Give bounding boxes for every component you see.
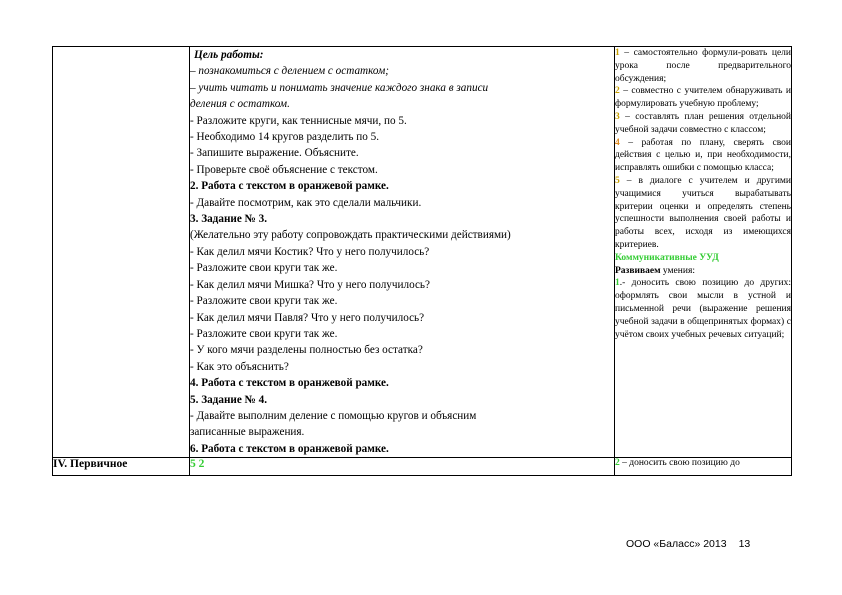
comm-item: 1.- доносить свою позицию до других: оформлять свои мысли в устной и письменной речи (выражение решения учебной задачи в общепринятых формах) с учётом своих учебных речевых ситуаций; bbox=[615, 278, 791, 340]
instruction-line: (Желательно эту работу сопровождать практическими действиями) bbox=[190, 229, 511, 242]
table-row bbox=[53, 458, 792, 476]
instruction-line: - Как делил мячи Павля? Что у него получилось? bbox=[190, 311, 425, 324]
instruction-line: - Разложите свои круги так же. bbox=[190, 327, 338, 340]
goal-title: Цель работы: bbox=[194, 49, 264, 61]
instruction-line: - Давайте выполним деление с помощью кругов и объясним bbox=[190, 409, 477, 422]
instruction-line: - Разложите свои круги так же. bbox=[190, 295, 338, 308]
instruction-line: - У кого мячи разделены полностью без остатка? bbox=[190, 344, 423, 357]
instruction-line: - Давайте посмотрим, как это сделали мальчики. bbox=[190, 196, 422, 209]
stage-label: IV. Первичное bbox=[53, 458, 190, 476]
instruction-line: записанные выражения. bbox=[190, 426, 305, 439]
skills-cell bbox=[615, 47, 792, 458]
goal-line: деления с остатком. bbox=[190, 98, 290, 111]
stage-cell-empty bbox=[53, 47, 190, 458]
section-heading: 5. Задание № 4. bbox=[190, 393, 268, 406]
goal-line: – познакомиться с делением с остатком; bbox=[190, 65, 389, 78]
section-heading: 3. Задание № 3. bbox=[190, 213, 268, 226]
page-footer bbox=[626, 538, 750, 550]
table-row bbox=[53, 47, 792, 458]
page-number: 13 bbox=[738, 538, 751, 550]
instruction-line: - Как делил мячи Мишка? Что у него получилось? bbox=[190, 278, 430, 291]
skill-item: 4 – работая по плану, сверять свои действия с целью и, при необходимости, исправлять ошибки с помощью класса; bbox=[615, 137, 791, 174]
develop-line: Развиваем умения: bbox=[615, 265, 695, 276]
skill-item: 1 – самостоятельно формули-ровать цели урока после предварительного обсуждения; bbox=[615, 48, 791, 84]
skill-item: 5 – в диалоге с учителем и другими учащимися учиться вырабатывать критерии оценки и определять степень успешности выполнения своей работы и работы всех, исходя из имеющихся критериев. bbox=[615, 175, 791, 250]
activity-cell bbox=[190, 47, 615, 458]
instruction-line: - Разложите круги, как теннисные мячи, по 5. bbox=[190, 114, 407, 127]
lesson-table bbox=[52, 46, 792, 476]
instruction-line: - Разложите свои круги так же. bbox=[190, 262, 338, 275]
skill-item: 2 – совместно с учителем обнаруживать и формулировать учебную проблему; bbox=[615, 86, 791, 110]
skill-item: 3 – составлять план решения отдельной учебной задачи совместно с классом; bbox=[615, 111, 791, 135]
goal-line: – учить читать и понимать значение каждого знака в записи bbox=[190, 81, 489, 94]
instruction-line: - Запишите выражение. Объясните. bbox=[190, 147, 359, 160]
section-heading: 6. Работа с текстом в оранжевой рамке. bbox=[190, 442, 389, 455]
section-heading: 2. Работа с текстом в оранжевой рамке. bbox=[190, 180, 389, 193]
instruction-line: - Как это объяснить? bbox=[190, 360, 289, 373]
section-heading: 4. Работа с текстом в оранжевой рамке. bbox=[190, 377, 389, 390]
instruction-line: - Как делил мячи Костик? Что у него получилось? bbox=[190, 245, 430, 258]
footer-company: ООО «Баласс» 2013 bbox=[626, 538, 727, 550]
row2-skills: 2 – доносить свою позицию до bbox=[615, 458, 792, 476]
instruction-line: - Необходимо 14 кругов разделить по 5. bbox=[190, 131, 380, 144]
instruction-line: - Проверьте своё объяснение с текстом. bbox=[190, 163, 378, 176]
comm-title: Коммуникативные УУД bbox=[615, 252, 719, 263]
row2-activity: 5 2 bbox=[190, 458, 615, 476]
